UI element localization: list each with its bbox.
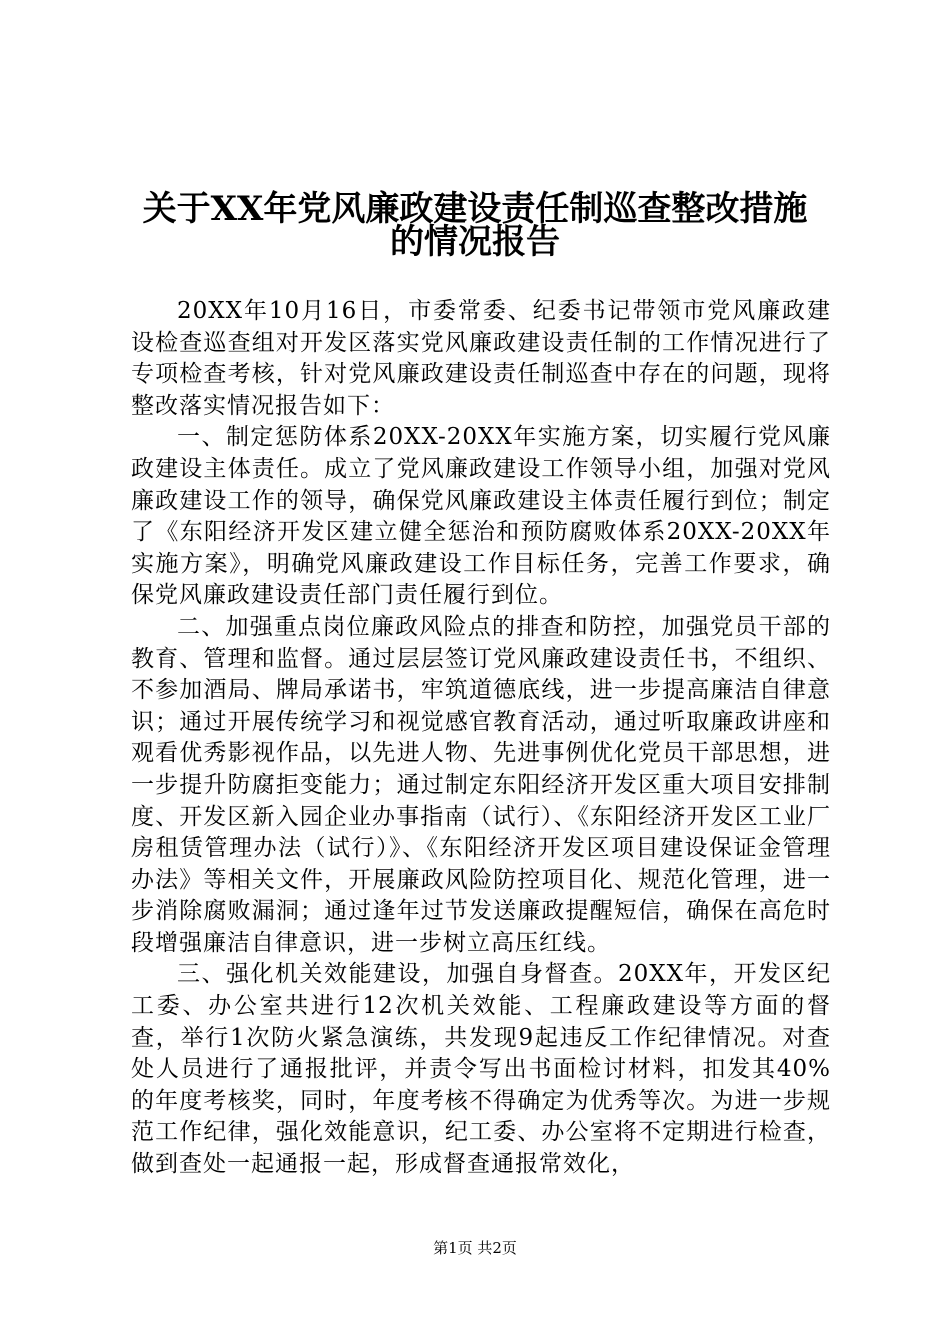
document-body (131, 296, 831, 1181)
paragraph-section-1: 一、制定惩防体系20XX-20XX年实施方案，切实履行党风廉政建设主体责任。成立了党风廉政建设工作领导小组，加强对党风廉政建设工作的领导，确保党风廉政建设主体责任履行到位；制定了《东阳经济开发区建立健全惩治和预防腐败体系20XX-20XX年实施方案》，明确党风廉政建设工作目标任务，完善工作要求，确保党风廉政建设责任部门责任履行到位。 (131, 424, 831, 609)
page-footer: 第1页 共2页 (433, 1239, 517, 1257)
paragraph-intro: 20XX年10月16日，市委常委、纪委书记带领市党风廉政建设检查巡查组对开发区落实党风廉政建设责任制的工作情况进行了专项检查考核，针对党风廉政建设责任制巡查中存在的问题，现将整改落实情况报告如下： (131, 298, 831, 419)
paragraph-section-3: 三、强化机关效能建设，加强自身督查。20XX年，开发区纪工委、办公室共进行12次机关效能、工程廉政建设等方面的督查，举行1次防火紧急演练，共发现9起违反工作纪律情况。对查处人员进行了通报批评，并责令写出书面检讨材料，扣发其40%的年度考核奖，同时，年度考核不得确定为优秀等次。为进一步规范工作纪律，强化效能意识，纪工委、办公室将不定期进行检查，做到查处一起通报一起，形成督查通报常效化， (131, 961, 831, 1178)
document-title-line-2: 的情况报告 (390, 222, 560, 262)
document-title-line-1: 关于XX年党风廉政建设责任制巡查整改措施 (142, 189, 808, 229)
paragraph-section-2: 二、加强重点岗位廉政风险点的排查和防控，加强党员干部的教育、管理和监督。通过层层签订党风廉政建设责任书，不组织、不参加酒局、牌局承诺书，牢筑道德底线，进一步提高廉洁自律意识；通过开展传统学习和视觉感官教育活动，通过听取廉政讲座和观看优秀影视作品，以先进人物、先进事例优化党员干部思想，进一步提升防腐拒变能力；通过制定东阳经济开发区重大项目安排制度、开发区新入园企业办事指南（试行）、《东阳经济开发区工业厂房租赁管理办法（试行）》、《东阳经济开发区项目建设保证金管理办法》等相关文件，开展廉政风险防控项目化、规范化管理，进一步消除腐败漏洞；通过逢年过节发送廉政提醒短信，确保在高危时段增强廉洁自律意识，进一步树立高压红线。 (131, 613, 831, 956)
